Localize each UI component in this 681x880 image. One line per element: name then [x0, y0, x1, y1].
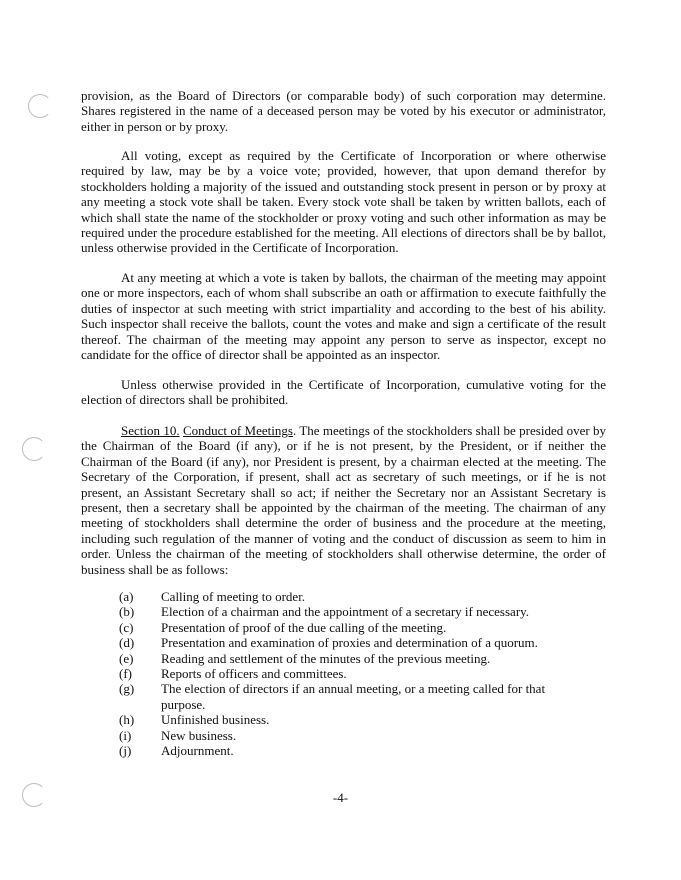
page-number: -4- — [332, 790, 349, 805]
list-item-text: Reading and settlement of the minutes of the previous meeting. — [161, 650, 491, 666]
list-item-text: The election of directors if an annual meeting, or a meeting called for that purpose. — [161, 681, 546, 712]
list-item-label: (g) — [119, 681, 135, 697]
list-item-label: (j) — [119, 743, 132, 759]
list-item-label: (b) — [119, 604, 135, 620]
paragraph-voice-vote: All voting, except as required by the Certificate of Incorporation or where otherwise required by law, may be by a voice vote; provided, however, that upon demand therefor by stockholders holding a majority of the issued and outstanding stock present in person or by proxy at any meeting a stock vote shall be taken. Every stock vote shall be taken by written ballots, each of which shall state the name of the stockholder or proxy voting and such other information as may be required under the procedure established for the meeting. All elections of directors shall be by ballot, unless otherwise provided in the Certificate of Incorporation. — [81, 148, 606, 256]
list-item — [119, 604, 579, 619]
list-item — [119, 651, 579, 666]
punch-hole-mark — [22, 437, 46, 461]
list-item — [119, 635, 579, 650]
list-item-label: (a) — [119, 589, 134, 604]
list-item — [119, 681, 579, 712]
list-item — [119, 620, 579, 635]
list-item-text: New business. — [161, 727, 237, 743]
section-number: Section 10. — [121, 423, 180, 438]
section-body: . The meetings of the stockholders shall be presided over by the Chairman of the Board (if any), or if he is not present, by the President, or if neither the Chairman of the Board (if any), nor President is present, by a chairman elected at the meeting. The Secretary of the Corporation, if present, shall act as secretary of such meetings, or if he is not present, an Assistant Secretary shall so act; if neither the Secretary nor an Assistant Secretary is present, then a secretary shall be appointed by the chairman of the meeting. The chairman of any meeting of stockholders shall determine the order of business and the procedure at the meeting, including such regulation of the manner of voting and the conduct of discussion as seem to him in order. Unless the chairman of the meeting of stockholders shall otherwise determine, the order of business shall be as follows: — [81, 423, 607, 577]
list-item — [119, 589, 579, 604]
list-item-text: Election of a chairman and the appointment of a secretary if necessary. — [161, 604, 530, 620]
punch-hole-mark — [28, 94, 52, 118]
list-item-text: Adjournment. — [161, 743, 234, 759]
list-item-text: Calling of meeting to order. — [161, 589, 306, 604]
list-item-label: (c) — [119, 619, 134, 635]
list-item-label: (i) — [119, 727, 132, 743]
list-item — [119, 728, 579, 743]
paragraph-proxy-voting: provision, as the Board of Directors (or comparable body) of such corporation may determine. Shares registered in the name of a deceased person may be voted by his executor or administrator, either in person or by proxy. — [81, 88, 606, 134]
order-of-business-list — [119, 589, 579, 758]
paragraph-inspectors: At any meeting at which a vote is taken by ballots, the chairman of the meeting may appoint one or more inspectors, each of whom shall subscribe an oath or affirmation to execute faithfully the duties of inspector at such meeting with strict impartiality and according to the best of his ability. Such inspector shall receive the ballots, count the votes and make and sign a certificate of the result thereof. The chairman of the meeting may appoint any person to serve as inspector, except no candidate for the office of director shall be appointed as an inspector. — [81, 270, 606, 363]
list-item-label: (f) — [119, 666, 132, 682]
paragraph-cumulative-voting: Unless otherwise provided in the Certificate of Incorporation, cumulative voting for the election of directors shall be prohibited. — [81, 377, 606, 408]
list-item — [119, 712, 579, 727]
list-item-label: (e) — [119, 650, 134, 666]
list-item-text: Presentation of proof of the due calling of the meeting. — [161, 619, 447, 635]
list-item-label: (h) — [119, 712, 135, 728]
list-item-text: Unfinished business. — [161, 712, 270, 728]
list-item — [119, 743, 579, 758]
list-item-label: (d) — [119, 635, 135, 651]
list-item-text: Presentation and examination of proxies and determination of a quorum. — [161, 635, 538, 651]
list-item-text: Reports of officers and committees. — [161, 666, 347, 682]
section-title: Conduct of Meetings — [182, 423, 293, 438]
section-10-paragraph — [81, 423, 606, 577]
list-item — [119, 666, 579, 681]
